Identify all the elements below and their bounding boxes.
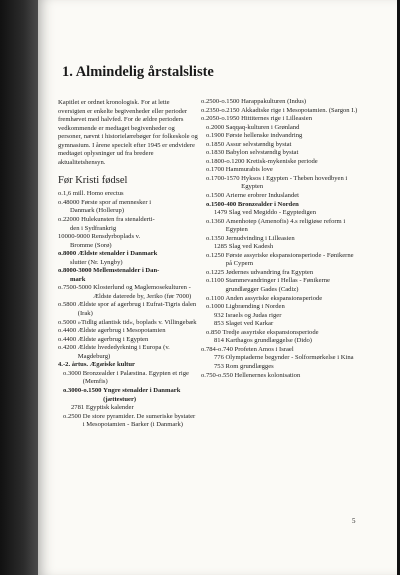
timeline-entry <box>201 363 359 372</box>
entry-event: Mellemstenalder i Dan- <box>93 267 160 275</box>
entry-event: Tredje assyriske ekspansionsperiode <box>222 328 319 336</box>
timeline-entry <box>201 312 359 321</box>
timeline-entry <box>201 175 359 192</box>
entry-date: o.48000 <box>58 198 82 206</box>
entry-event: Israels og Judas riger <box>225 311 282 319</box>
entry-event: Første spor af mennesker i <box>81 198 152 206</box>
entry-event: Slag ved Megiddo - Egyptedigen <box>228 209 317 217</box>
entry-event: Kretisk-mykeniske periode <box>246 157 318 165</box>
timeline-entry <box>58 327 198 336</box>
timeline-entry <box>58 387 198 404</box>
book-spine <box>0 0 38 575</box>
timeline-entry <box>201 243 359 252</box>
entry-date: o.2350-o.2150 <box>201 106 242 114</box>
entry-event: Hyksos i Egypten - Theben hovedbyen i Egypten <box>241 174 348 191</box>
timeline-entry <box>201 372 359 381</box>
entry-date: 776 <box>214 354 226 362</box>
entry-event: Rom grundlægges <box>225 362 274 370</box>
timeline-entry <box>58 319 198 328</box>
timeline-entry <box>201 235 359 244</box>
entry-event: Olympiaderne begynder - Solformørkelse i Kina <box>225 354 354 362</box>
entry-event: Anden assyriske ekspansionsperiode <box>225 294 323 302</box>
entry-event: Profeten Amos i Israel <box>234 345 294 353</box>
entry-event: Hittiternes rige i Lilleasien <box>241 115 312 123</box>
entry-event: Egyptisk kalender <box>85 404 134 412</box>
entry-date: o.1000 <box>206 303 226 311</box>
entry-date: o.1350 <box>206 234 226 242</box>
entry-date: o.2050-o.1950 <box>201 115 242 123</box>
timeline-entry <box>201 320 359 329</box>
entry-date: 10000-9000 <box>58 233 92 241</box>
timeline-entry <box>58 361 198 370</box>
entry-date: o.1700 <box>206 166 226 174</box>
intro-paragraph: Kapitlet er ordnet kronologisk. For at lette oversigten er enkelte begivenheder eller perioder fremhævet med halvfed. For de ældre perioders vedkommende er medtaget begivenheder og personer, nævnt i historielærebøger for folkeskole og gymnasium. I årene specielt efter 1945 er endvidere medtaget oplysninger ud fra bredere aktualitetshensyn. <box>58 99 198 166</box>
timeline-list-right <box>201 98 359 380</box>
entry-date: o.3000-o.1500 <box>63 386 104 394</box>
entry-date: o.8000 <box>58 250 78 258</box>
entry-event: Stammevandringer i Hellas - Fønikerne grundlægger Gades (Cadiz) <box>225 277 330 294</box>
entry-date: o.4400 <box>58 327 78 335</box>
timeline-entry <box>201 141 359 150</box>
entry-date: o.1900 <box>206 132 226 140</box>
entry-date: o.1500-400 <box>206 200 238 208</box>
entry-date: o.850 <box>206 328 223 336</box>
timeline-entry <box>201 98 359 107</box>
timeline-entry <box>201 166 359 175</box>
timeline-entry <box>58 207 198 216</box>
entry-event: den i Sydfrankrig <box>70 224 117 232</box>
entry-event: Ældste stenalder i Danmark <box>77 250 158 258</box>
timeline-entry <box>58 284 198 301</box>
entry-date: o.8000-3000 <box>58 267 94 275</box>
entry-date: 932 <box>214 311 226 319</box>
entry-event: Karthagos grundlæggelse (Dido) <box>225 337 312 345</box>
entry-event: De store pyramider. De sumeriske bystater i Mesopotamien - Barker (i Danmark) <box>82 412 196 429</box>
entry-date: o.1250 <box>206 251 226 259</box>
entry-date: 1285 <box>214 243 229 251</box>
entry-event: Bronzealder i Palæstina. Egypten et rige (Memfis) <box>82 369 189 386</box>
entry-event: Arierne erobrer Induslandet <box>225 192 300 200</box>
entry-event: Slaget ved Karkar <box>225 320 274 328</box>
timeline-entry <box>58 259 198 268</box>
timeline-entry <box>201 337 359 346</box>
entry-date: o.1700-1570 <box>206 174 242 182</box>
entry-date: o.3000 <box>63 369 83 377</box>
timeline-entry <box>58 404 198 413</box>
timeline-entry <box>201 354 359 363</box>
timeline-entry <box>201 329 359 338</box>
entry-event: Harappakulturen (Indus) <box>241 98 307 105</box>
entry-date: o.5800 <box>58 301 78 309</box>
timeline-entry <box>201 149 359 158</box>
page-number: 5 <box>352 517 356 525</box>
entry-event: Yngre stenalder i Danmark (jættestuer) <box>103 386 181 403</box>
entry-date: o.1830 <box>206 149 226 157</box>
timeline-entry <box>201 132 359 141</box>
timeline-entry <box>201 295 359 304</box>
timeline-entry <box>201 201 359 210</box>
entry-date: o.750-o.550 <box>201 371 235 379</box>
timeline-entry <box>201 107 359 116</box>
entry-date: o.1800-o.1200 <box>206 157 247 165</box>
timeline-entry <box>58 233 198 242</box>
entry-event: Saqqaq-kulturen i Grønland <box>225 123 300 131</box>
entry-date: o.1,6 mill. <box>58 190 87 198</box>
chapter-title: 1. Almindelig årstalsliste <box>62 64 214 80</box>
timeline-list-left <box>58 190 198 429</box>
timeline-entry <box>201 124 359 133</box>
entry-date: o.2500-o.1500 <box>201 98 242 105</box>
entry-date: o.1225 <box>206 268 226 276</box>
entry-event: Ægæiske kultur <box>89 361 135 369</box>
right-column <box>201 98 359 380</box>
entry-event: slutter (Nr. Lyngby) <box>70 258 123 266</box>
entry-event: »Tidlig atlantisk tid«, boplads v. Villingebæk <box>77 318 197 326</box>
timeline-entry <box>58 190 198 199</box>
timeline-entry <box>58 336 198 345</box>
entry-event: Bromme (Sorø) <box>70 241 112 249</box>
entry-date: 853 <box>214 320 226 328</box>
entry-date: o.1850 <box>206 140 226 148</box>
entry-event: Ældste agerbrug i Egypten <box>77 335 149 343</box>
timeline-entry <box>58 370 198 387</box>
entry-date: o.5000 <box>58 318 78 326</box>
entry-event: Babylon selvstændig bystat <box>225 149 299 157</box>
entry-event: Ældste spor af agerbrug i Eufrat-Tigris dalen (Irak) <box>77 301 197 318</box>
timeline-entry <box>58 199 198 208</box>
entry-event: mark <box>70 275 86 283</box>
entry-date: o.2000 <box>206 123 226 131</box>
timeline-entry <box>58 344 198 361</box>
timeline-entry <box>58 250 198 259</box>
timeline-entry <box>58 242 198 251</box>
timeline-entry <box>58 413 198 430</box>
entry-event: Akkadiske rige i Mesopotamien. (Sargon I.) <box>241 106 358 114</box>
entry-event: Ældste agerbrug i Mesopotamien <box>77 327 166 335</box>
timeline-entry <box>58 301 198 318</box>
entry-event: Slag ved Kadesh <box>228 243 274 251</box>
book-page <box>38 0 400 575</box>
entry-date: 814 <box>214 337 226 345</box>
entry-event: Hulekunsten fra stenalderti- <box>81 216 155 224</box>
timeline-entry <box>201 218 359 235</box>
timeline-entry <box>201 158 359 167</box>
entry-event: Hellenernes kolonisation <box>234 371 301 379</box>
timeline-entry <box>201 277 359 294</box>
entry-date: o.4200 <box>58 344 78 352</box>
entry-date: o.1100 <box>206 294 226 302</box>
entry-event: Ligbrænding i Norden <box>225 303 285 311</box>
entry-event: Hammurabis love <box>225 166 273 174</box>
timeline-entry <box>201 115 359 124</box>
entry-date: o.2500 <box>63 412 83 420</box>
entry-date: 1479 <box>214 209 229 217</box>
timeline-entry <box>58 267 198 276</box>
section-title: Før Kristi fødsel <box>58 175 128 187</box>
entry-event: Klosterlund og Maglemosekulturen - Ældste daterede by, Jeriko (før 7000) <box>93 284 192 300</box>
entry-event: Danmark (Hollerup) <box>70 207 125 215</box>
entry-event: Jødernes udvandring fra Egypten <box>225 268 314 276</box>
entry-event: Jernudvinding i Lilleasien <box>225 234 295 242</box>
timeline-entry <box>201 303 359 312</box>
timeline-entry <box>58 276 198 285</box>
entry-date: o.4400 <box>58 335 78 343</box>
timeline-entry <box>201 209 359 218</box>
timeline-entry <box>201 346 359 355</box>
entry-event: Bronzealder i Norden <box>237 200 299 208</box>
entry-event: Ældste hvededyrkning i Europa (v. Magdeburg) <box>77 344 170 360</box>
entry-event: Assur selvstændig bystat <box>225 140 292 148</box>
entry-date: 753 <box>214 362 226 370</box>
entry-event: Rensdyrboplads v. <box>91 233 141 241</box>
entry-date: o.7500-5000 <box>58 284 94 292</box>
left-column <box>58 99 198 430</box>
entry-date: o.22000 <box>58 216 82 224</box>
entry-date: o.784-o.740 <box>201 345 235 353</box>
entry-date: o.1100 <box>206 277 226 285</box>
timeline-entry <box>201 192 359 201</box>
entry-date: 4.-2. årtus. <box>58 361 90 369</box>
entry-date: o.1500 <box>206 192 226 200</box>
entry-date: 2781 <box>71 404 86 412</box>
timeline-entry <box>58 216 198 225</box>
entry-event: Homo erectus <box>86 190 124 198</box>
entry-event: Første hellenske indvandring <box>225 132 303 140</box>
entry-event: Første assyriske ekspansionsperiode - Fønikerne på Cypern <box>225 251 354 268</box>
timeline-entry <box>58 225 198 234</box>
timeline-entry <box>201 252 359 269</box>
timeline-entry <box>201 269 359 278</box>
entry-date: o.1360 <box>206 217 226 225</box>
entry-event: Amenhotep (Amenofis) 4.s religiøse reform i Egypten <box>225 217 346 234</box>
